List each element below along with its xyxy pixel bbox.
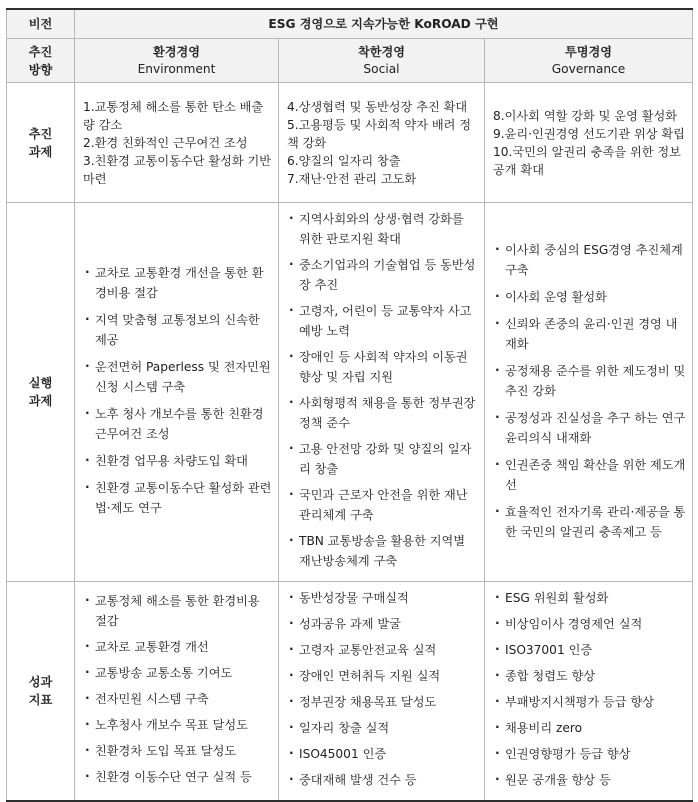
execution-label [7,203,75,582]
list-item: · 신뢰와 존중의 윤리·인권 경영 내재화 [493,314,686,354]
list-item: · 교통방송 교통소통 기여도 [83,663,272,683]
list-item: · 운전면허 Paperless 및 전자민원신청 시스템 구축 [83,357,272,397]
list-item: · 정부권장 채용목표 달성도 [287,692,478,712]
column-en: Environment [137,61,216,76]
task-item: 6.양질의 일자리 창출 [287,153,401,168]
list-item: · 이사회 운영 활성화 [493,287,686,307]
task-item: 10.국민의 알권리 충족을 위한 정보공개 확대 [493,144,681,177]
performance-row [7,582,693,802]
task-item: 8.이사회 역할 강화 및 운영 활성화 [493,108,678,123]
column-ko: 착한경영 [357,44,406,59]
list-item: · 동반성장물 구매실적 [287,588,478,608]
performance-environment [75,582,279,802]
row-label-line1: 추진 [28,126,53,141]
bullet-list [83,263,272,518]
list-item: · 국민과 근로자 안전을 위한 재난관리체계 구축 [287,485,478,525]
list-item: · 공정채용 준수를 위한 제도정비 및 추진 강화 [493,361,686,401]
list-item: · 노후 청사 개보수를 통한 친환경 근무여건 조성 [83,404,272,444]
bullet-list [493,240,686,542]
list-item: · 고령자 교통안전교육 실적 [287,640,478,660]
list-item: · 중대재해 발생 건수 등 [287,770,478,790]
bullet-list [287,588,478,790]
task-item: 9.윤리·인권경영 선도기관 위상 확립 [493,126,685,141]
list-item: · 전자민원 시스템 구축 [83,689,272,709]
task-item: 4.상생협력 및 동반성장 추진 확대 [287,99,468,114]
list-item: · 장애인 면허취득 지원 실적 [287,666,478,686]
direction-label-line1: 추진 [28,44,53,59]
direction-label-line2: 방향 [28,62,53,77]
list-item: · 장애인 등 사회적 약자의 이동권 향상 및 자립 지원 [287,347,478,387]
list-item: · 고령자, 어린이 등 교통약자 사고 예방 노력 [287,301,478,341]
list-item: · 비상임이사 경영제언 실적 [493,614,686,634]
bullet-list [83,591,272,787]
vision-text: ESG 경영으로 지속가능한 KoROAD 구현 [75,9,693,39]
list-item: · 원문 공개율 향상 등 [493,770,686,790]
list-item: · 종합 청렴도 향상 [493,666,686,686]
bullet-list [493,588,686,790]
list-item: · 교차로 교통환경 개선을 통한 환경비용 절감 [83,263,272,303]
execution-governance [485,203,693,582]
list-item: · 친환경 업무용 차량도입 확대 [83,451,272,471]
esg-strategy-table [6,8,693,802]
list-item: · 채용비리 zero [493,718,686,738]
list-item: · 교차로 교통환경 개선 [83,637,272,657]
list-item: · 지역사회와의 상생·협력 강화를 위한 판로지원 확대 [287,209,478,249]
performance-governance [485,582,693,802]
execution-environment [75,203,279,582]
task-item: 1.교통정체 해소를 통한 탄소 배출량 감소 [83,99,264,132]
row-label-line2: 과제 [28,394,53,408]
list-item: · ESG 위원회 활성화 [493,588,686,608]
direction-row [7,39,693,83]
list-item: · 지역 맞춤형 교통정보의 신속한 제공 [83,310,272,350]
column-header-social [279,39,485,83]
list-item: · 인권영향평가 등급 향상 [493,744,686,764]
column-header-governance [485,39,693,83]
performance-social [279,582,485,802]
tasks-row [7,83,693,203]
column-en: Social [363,61,400,76]
tasks-environment [75,83,279,203]
task-item: 2.환경 친화적인 근무여건 조성 [83,135,248,150]
row-label-line1: 성과 [28,675,53,689]
column-ko: 환경경영 [152,44,201,59]
column-ko: 투명경영 [564,44,613,59]
list-item: · 효율적인 전자기록 관리·제공을 통한 국민의 알권리 충족제고 등 [493,502,686,542]
list-item: · ISO37001 인증 [493,640,686,660]
list-item: · 부패방지시책평가 등급 향상 [493,692,686,712]
list-item: · 중소기업과의 기술협업 등 동반성장 추진 [287,255,478,295]
list-item: · 성과공유 과제 발굴 [287,614,478,634]
execution-row [7,203,693,582]
list-item: · 인권존중 책임 확산을 위한 제도개선 [493,455,686,495]
bullet-list [287,209,478,571]
list-item: · 친환경차 도입 목표 달성도 [83,741,272,761]
list-item: · TBN 교통방송을 활용한 지역별 재난방송체계 구축 [287,531,478,571]
vision-row [7,9,693,39]
row-label-line2: 지표 [28,693,53,707]
list-item: · 사회형평적 채용을 통한 정부권장정책 준수 [287,393,478,433]
list-item: · 친환경 이동수단 연구 실적 등 [83,767,272,787]
list-item: · 노후청사 개보수 목표 달성도 [83,715,272,735]
tasks-label [7,83,75,203]
task-item: 7.재난·안전 관리 고도화 [287,171,417,186]
list-item: · 이사회 중심의 ESG경영 추진체계 구축 [493,240,686,280]
list-item: · 친환경 교통이동수단 활성화 관련 법·제도 연구 [83,478,272,518]
list-item: · 고용 안전망 강화 및 양질의 일자리 창출 [287,439,478,479]
tasks-governance [485,83,693,203]
direction-label [7,39,75,83]
performance-label [7,582,75,802]
vision-label: 비전 [7,9,75,39]
list-item: · 교통정체 해소를 통한 환경비용 절감 [83,591,272,631]
list-item: · ISO45001 인증 [287,744,478,764]
task-item: 3.친환경 교통이동수단 활성화 기반 마련 [83,153,272,186]
row-label-line2: 과제 [28,144,53,159]
execution-social [279,203,485,582]
list-item: · 일자리 창출 실적 [287,718,478,738]
task-item: 5.고용평등 및 사회적 약자 배려 정책 강화 [287,117,472,150]
list-item: · 공정성과 진실성을 추구 하는 연구윤리의식 내재화 [493,408,686,448]
tasks-social [279,83,485,203]
row-label-line1: 실행 [28,376,53,390]
column-header-environment [75,39,279,83]
column-en: Governance [551,61,626,76]
